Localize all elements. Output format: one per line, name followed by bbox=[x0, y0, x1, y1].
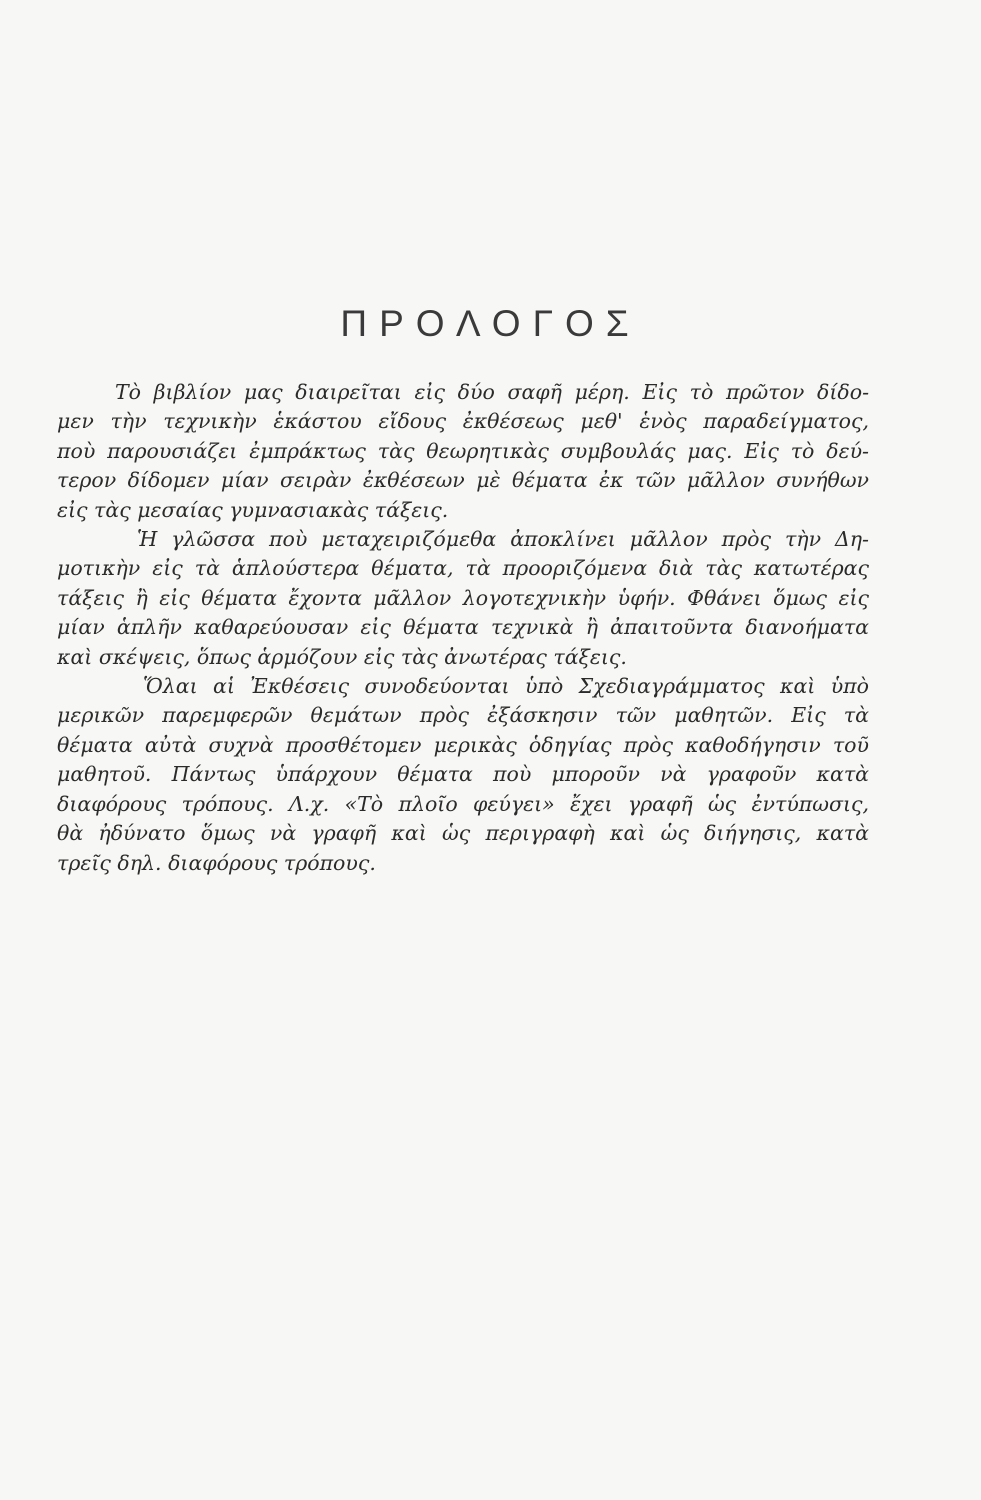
text-line: θέματα αὐτὰ συχνὰ προσθέτομεν μερικὰς ὁδηγίας πρὸς καθοδήγησιν τοῦ bbox=[57, 732, 869, 757]
paragraph-2 bbox=[57, 525, 869, 672]
paragraph-3 bbox=[57, 672, 869, 878]
text-line: ποὺ παρουσιάζει ἐμπράκτως τὰς θεωρητικὰς συμβουλάς μας. Εἰς τὸ δεύ- bbox=[57, 438, 869, 463]
text-line: μίαν ἁπλῆν καθαρεύουσαν εἰς θέματα τεχνικὰ ἢ ἀπαιτοῦντα διανοήματα bbox=[57, 615, 869, 640]
text-line: τρεῖς δηλ. διαφόρους τρόπους. bbox=[57, 850, 376, 875]
text-line: Τὸ βιβλίον μας διαιρεῖται εἰς δύο σαφῆ μέρη. Εἰς τὸ πρῶτον δίδο- bbox=[115, 380, 869, 404]
text-line: μερικῶν παρεμφερῶν θεμάτων πρὸς ἐξάσκησιν τῶν μαθητῶν. Εἰς τὰ bbox=[57, 703, 869, 728]
text-line: τάξεις ἢ εἰς θέματα ἔχοντα μᾶλλον λογοτεχνικὴν ὑφήν. Φθάνει ὅμως εἰς bbox=[57, 585, 869, 610]
text-line: Ὅλαι αἱ Ἐκθέσεις συνοδεύονται ὑπὸ Σχεδιαγράμματος καὶ ὑπὸ bbox=[143, 674, 869, 699]
page-title: ΠΡΟΛΟΓΟΣ bbox=[340, 303, 641, 344]
text-line: μαθητοῦ. Πάντως ὑπάρχουν θέματα ποὺ μποροῦν νὰ γραφοῦν κατὰ bbox=[57, 762, 869, 787]
text-line: καὶ σκέψεις, ὅπως ἁρμόζουν εἰς τὰς ἀνωτέρας τάξεις. bbox=[57, 644, 627, 669]
text-line: μοτικὴν εἰς τὰ ἁπλούστερα θέματα, τὰ προοριζόμενα διὰ τὰς κατωτέρας bbox=[57, 556, 869, 581]
text-line: μεν τὴν τεχνικὴν ἑκάστου εἴδους ἐκθέσεως μεθ' ἑνὸς παραδείγματος, bbox=[57, 409, 869, 434]
text-line: θὰ ἠδύνατο ὅμως νὰ γραφῆ καὶ ὡς περιγραφὴ καὶ ὡς διήγησις, κατὰ bbox=[57, 821, 869, 846]
preface-body bbox=[57, 378, 869, 878]
text-line: διαφόρους τρόπους. Λ.χ. «Τὸ πλοῖο φεύγει» ἔχει γραφῆ ὡς ἐντύπωσις, bbox=[57, 791, 869, 816]
paragraph-1 bbox=[57, 378, 869, 525]
text-line: εἰς τὰς μεσαίας γυμνασιακὰς τάξεις. bbox=[57, 497, 449, 522]
text-line: Ἡ γλῶσσα ποὺ μεταχειριζόμεθα ἀποκλίνει μᾶλλον πρὸς τὴν Δη- bbox=[137, 527, 869, 552]
text-line: τερον δίδομεν μίαν σειρὰν ἐκθέσεων μὲ θέματα ἐκ τῶν μᾶλλον συνήθων bbox=[57, 468, 869, 493]
